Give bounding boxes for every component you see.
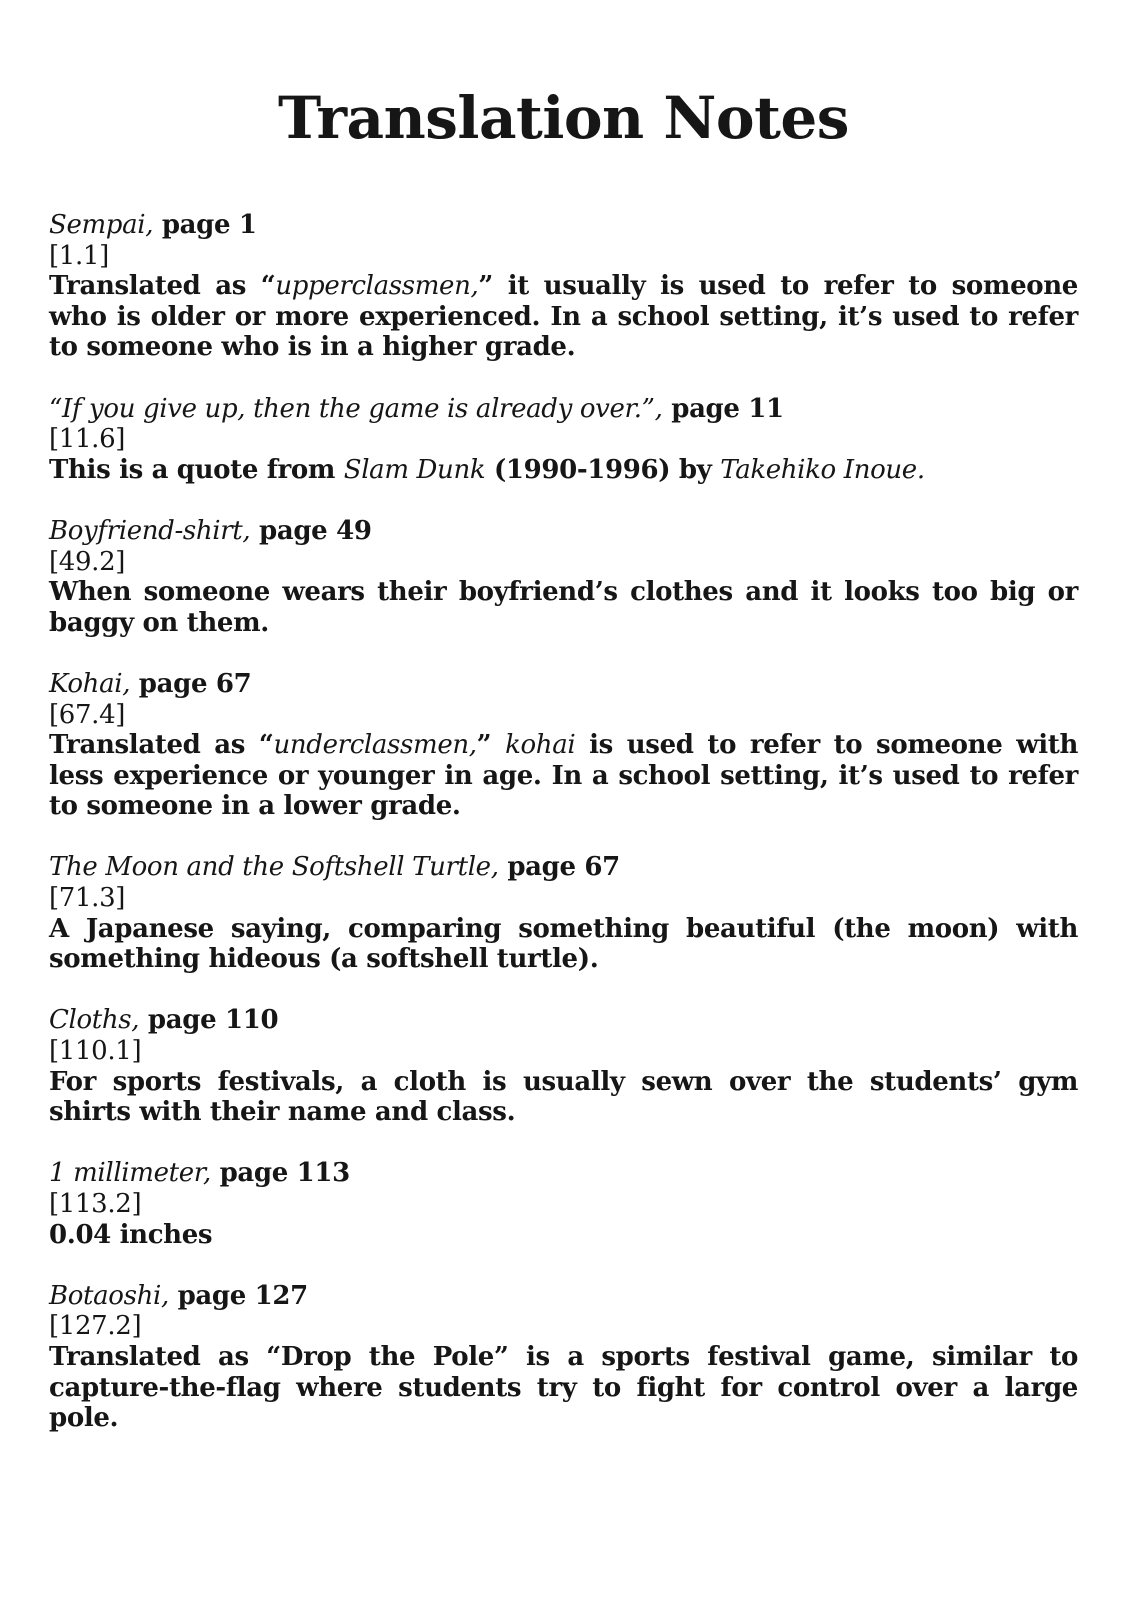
note-entry (49, 210, 1078, 363)
note-entry (49, 1005, 1078, 1127)
note-page-reference: page 11 (662, 393, 784, 424)
note-body-italic-text: upperclassmen, (275, 271, 479, 302)
note-entry (49, 669, 1078, 822)
note-page-reference: page 1 (153, 210, 257, 240)
note-heading (49, 516, 1078, 547)
note-heading (49, 1005, 1078, 1036)
note-page-reference: page 113 (210, 1158, 350, 1189)
note-body (49, 271, 1078, 363)
note-entry (49, 1158, 1078, 1250)
note-heading (49, 210, 1078, 241)
note-body-italic-text: kohai (505, 730, 576, 761)
note-body (49, 577, 1078, 638)
note-term: 1 millimeter, (49, 1158, 211, 1189)
note-body (49, 1067, 1078, 1128)
note-panel-reference: [113.2] (49, 1189, 142, 1219)
notes-list (49, 210, 1078, 1434)
note-body-italic-text: underclassmen, (273, 730, 477, 761)
note-heading (49, 852, 1078, 883)
note-page-reference: page 110 (139, 1005, 279, 1036)
note-page-reference: page 67 (130, 668, 252, 699)
note-term: “If you give up, then the game is already over.”, (49, 393, 663, 424)
note-heading (49, 394, 1078, 425)
note-body-text: Translated as “Drop the Pole” is a sports festival game, similar to capture-the-flag where students try to fight for control over a large pole. (49, 1341, 1078, 1434)
note-term: Botaoshi, (49, 1280, 169, 1311)
note-panel-reference: [11.6] (49, 424, 126, 455)
note-page-reference: page 49 (250, 515, 372, 546)
note-body-text: ” (476, 730, 506, 761)
note-term: Sempai, (49, 210, 154, 240)
note-panel-reference: [110.1] (49, 1036, 142, 1067)
note-body-text: ” it usually is used to refer to someone who is older or more experienced. In a school setting, it’s used to refer to someone who is in a higher grade. (49, 271, 1078, 363)
note-heading (49, 669, 1078, 700)
note-body-italic-text: Takehiko Inoue. (720, 454, 925, 485)
note-body-text: Translated as “ (49, 271, 276, 302)
note-body-text: A Japanese saying, comparing something beautiful (the moon) with something hideous (a softshell turtle). (49, 913, 1078, 975)
note-panel-reference: [71.3] (49, 883, 126, 914)
note-panel-reference: [49.2] (49, 546, 126, 577)
note-term: Cloths, (49, 1005, 140, 1036)
note-entry (49, 1281, 1078, 1434)
note-term: The Moon and the Softshell Turtle, (49, 852, 499, 883)
note-body-text: 0.04 inches (49, 1219, 213, 1250)
note-body-text: (1990-1996) by (485, 454, 721, 485)
note-body (49, 1342, 1078, 1434)
note-body-text: For sports festivals, a cloth is usually sewn over the students’ gym shirts with their name and class. (49, 1066, 1078, 1128)
note-heading (49, 1158, 1078, 1189)
note-body-text: Translated as “ (49, 730, 274, 761)
note-body-text: This is a quote from (49, 454, 344, 485)
note-body (49, 455, 1078, 486)
note-term: Boyfriend-shirt, (49, 515, 251, 546)
note-entry (49, 394, 1078, 486)
note-entry (49, 516, 1078, 638)
note-body (49, 730, 1078, 822)
note-panel-reference: [67.4] (49, 699, 126, 730)
note-body-text: is used to refer to someone with less experience or younger in age. In a school setting, it’s used to refer to someone in a lower grade. (49, 730, 1078, 822)
note-page-reference: page 67 (498, 852, 620, 883)
page-title: Translation Notes (278, 84, 849, 152)
note-body-text: When someone wears their boyfriend’s clothes and it looks too big or baggy on them. (49, 577, 1078, 638)
note-body-italic-text: Slam Dunk (343, 454, 486, 485)
note-body (49, 914, 1078, 975)
note-entry (49, 852, 1078, 974)
note-panel-reference: [127.2] (49, 1311, 142, 1342)
note-page-reference: page 127 (168, 1280, 308, 1311)
note-panel-reference: [1.1] (49, 240, 109, 271)
note-body (49, 1220, 1078, 1251)
note-heading (49, 1281, 1078, 1312)
note-term: Kohai, (49, 668, 131, 699)
